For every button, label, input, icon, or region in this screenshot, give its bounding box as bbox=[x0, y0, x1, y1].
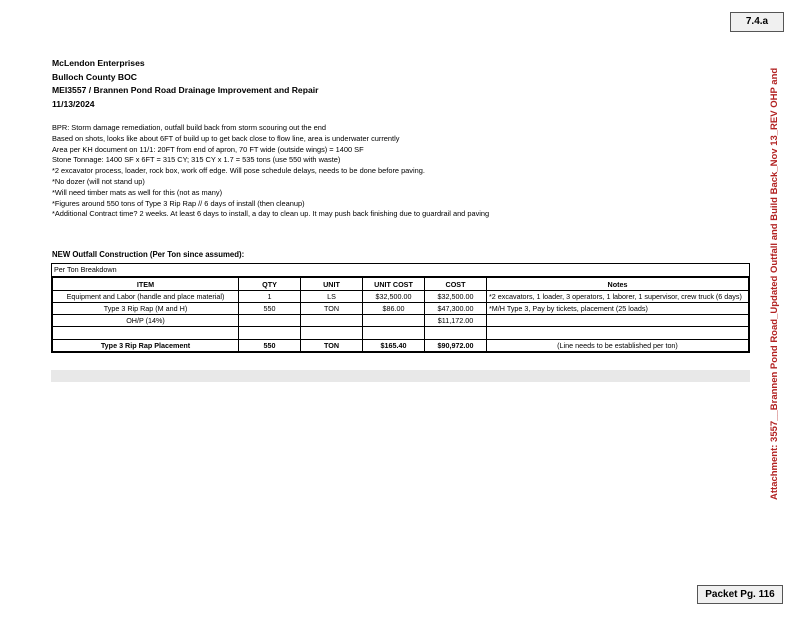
cell-item: Type 3 Rip Rap (M and H) bbox=[53, 303, 239, 315]
note-line: Based on shots, looks like about 6FT of build up to get back close to flow line, area is underwater currently bbox=[52, 133, 400, 143]
total-notes: (Line needs to be established per ton) bbox=[487, 340, 749, 352]
cell-item: Equipment and Labor (handle and place material) bbox=[53, 291, 239, 303]
table-caption: Per Ton Breakdown bbox=[52, 264, 749, 277]
cell-unit-cost: $86.00 bbox=[363, 303, 425, 315]
cell-cost: $32,500.00 bbox=[425, 291, 487, 303]
cell-unit bbox=[301, 315, 363, 327]
table-row bbox=[53, 315, 749, 327]
header-notes: Notes bbox=[487, 278, 749, 291]
cell-unit: TON bbox=[301, 303, 363, 315]
scope-notes bbox=[52, 123, 489, 220]
company-name: McLendon Enterprises bbox=[52, 58, 145, 68]
packet-page-number: Packet Pg. 116 bbox=[697, 585, 783, 604]
total-unit: TON bbox=[301, 340, 363, 352]
note-line: *2 excavator process, loader, rock box, work off edge. Will pose schedule delays, needs to be done before paving. bbox=[52, 166, 425, 176]
total-cost: $90,972.00 bbox=[425, 340, 487, 352]
table-header-row bbox=[53, 278, 749, 291]
header-unit-cost: UNIT COST bbox=[363, 278, 425, 291]
note-line: *No dozer (will not stand up) bbox=[52, 176, 145, 186]
section-title: NEW Outfall Construction (Per Ton since assumed): bbox=[52, 250, 245, 259]
note-line: *Will need timber mats as well for this (not as many) bbox=[52, 187, 223, 197]
total-row bbox=[53, 340, 749, 352]
cell-cost: $47,300.00 bbox=[425, 303, 487, 315]
document-date: 11/13/2024 bbox=[52, 98, 95, 109]
project-title: MEI3557 / Brannen Pond Road Drainage Improvement and Repair bbox=[52, 85, 319, 95]
cell-unit-cost: $32,500.00 bbox=[363, 291, 425, 303]
cell-notes: *M/H Type 3, Pay by tickets, placement (25 loads) bbox=[487, 303, 749, 315]
note-line: Area per KH document on 11/1: 20FT from end of apron, 70 FT wide (outside wings) = 1400 SF bbox=[52, 144, 364, 154]
cell-unit: LS bbox=[301, 291, 363, 303]
header-unit: UNIT bbox=[301, 278, 363, 291]
client-name: Bulloch County BOC bbox=[52, 71, 137, 82]
note-line: BPR: Storm damage remediation, outfall build back from storm scouring out the end bbox=[52, 123, 326, 132]
document-header bbox=[52, 57, 318, 111]
table-row bbox=[53, 291, 749, 303]
cell-cost: $11,172.00 bbox=[425, 315, 487, 327]
table-footer-bar bbox=[51, 370, 750, 382]
cell-item: OH/P (14%) bbox=[53, 315, 239, 327]
header-item: ITEM bbox=[53, 278, 239, 291]
cost-breakdown-table bbox=[51, 263, 750, 353]
table-row bbox=[53, 303, 749, 315]
cell-notes: *2 excavators, 1 loader, 3 operators, 1 laborer, 1 supervisor, crew truck (6 days) bbox=[487, 291, 749, 303]
total-unit-cost: $165.40 bbox=[363, 340, 425, 352]
note-line: Stone Tonnage: 1400 SF x 6FT = 315 CY; 315 CY x 1.7 = 535 tons (use 550 with waste) bbox=[52, 155, 341, 165]
cell-unit-cost bbox=[363, 315, 425, 327]
note-line: *Figures around 550 tons of Type 3 Rip Rap // 6 days of install (then cleanup) bbox=[52, 198, 305, 208]
total-qty: 550 bbox=[239, 340, 301, 352]
agenda-item-tag: 7.4.a bbox=[730, 12, 784, 32]
note-line: *Additional Contract time? 2 weeks. At least 6 days to install, a day to clean up. It may push back finishing due to guardrail and paving bbox=[52, 209, 490, 219]
cell-qty bbox=[239, 315, 301, 327]
cell-qty: 550 bbox=[239, 303, 301, 315]
total-item: Type 3 Rip Rap Placement bbox=[53, 340, 239, 352]
cell-qty: 1 bbox=[239, 291, 301, 303]
attachment-side-label: Attachment: 3557__Brannen Pond Road_Updated Outfall and Build Back_Nov 13_REV OHP and bbox=[769, 67, 780, 500]
header-qty: QTY bbox=[239, 278, 301, 291]
header-cost: COST bbox=[425, 278, 487, 291]
blank-row bbox=[53, 327, 749, 340]
cell-notes bbox=[487, 315, 749, 327]
